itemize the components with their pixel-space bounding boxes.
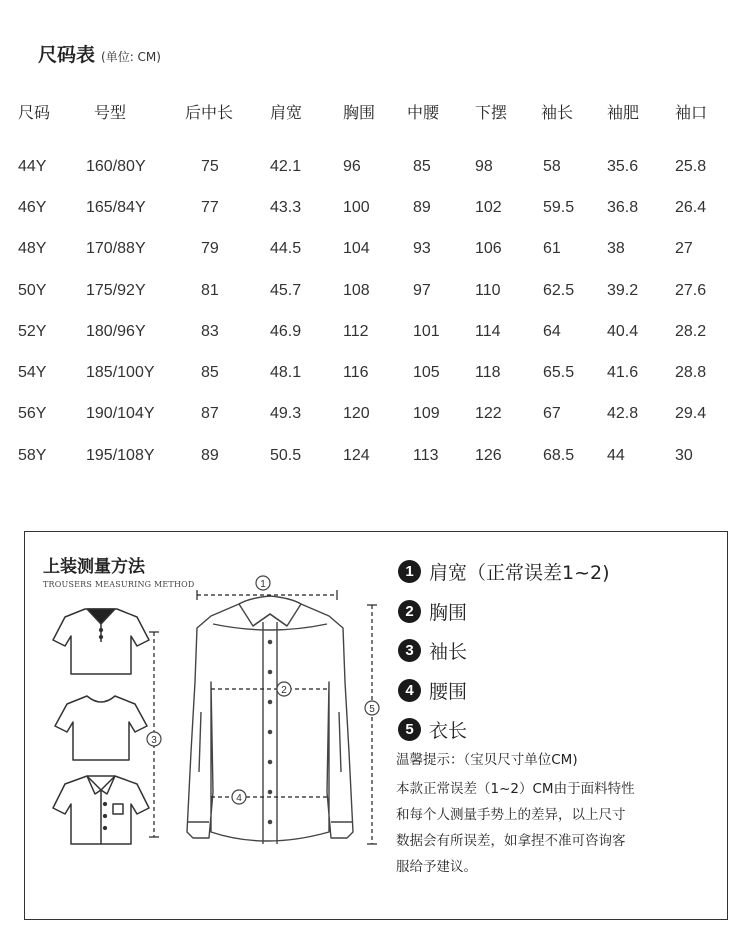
table-cell: 42.8: [607, 405, 639, 423]
table-row: [18, 270, 733, 311]
number-2-icon: 2: [398, 600, 421, 623]
table-row: [18, 352, 733, 393]
table-cell: 27.6: [675, 281, 707, 299]
number-3-icon: 3: [398, 639, 421, 662]
legend-label: 胸围: [429, 601, 468, 624]
col-header: 袖肥: [607, 102, 640, 122]
table-cell: 195/108Y: [86, 446, 155, 464]
table-cell: 59.5: [543, 198, 575, 216]
table-cell: 56Y: [18, 405, 47, 423]
table-cell: 40.4: [607, 322, 639, 340]
legend-item-length: [398, 710, 610, 750]
legend-item-sleeve: [398, 631, 610, 671]
tshirt-icon: [55, 696, 147, 760]
shirt-measure-diagram: [25, 532, 385, 917]
table-cell: 28.8: [675, 364, 707, 382]
table-cell: 79: [201, 240, 219, 258]
legend-label: 腰围: [429, 680, 468, 703]
table-cell: 113: [413, 446, 439, 464]
number-1-icon: 1: [398, 560, 421, 583]
legend-item-shoulder: [398, 552, 610, 592]
svg-text:3: 3: [151, 735, 157, 746]
table-cell: 46Y: [18, 198, 47, 216]
table-cell: 120: [343, 405, 370, 423]
table-cell: 83: [201, 322, 219, 340]
table-cell: 89: [201, 446, 219, 464]
table-row: [18, 229, 733, 270]
table-cell: 93: [413, 240, 431, 258]
measure-title: 上装测量方法: [43, 557, 145, 577]
table-cell: 35.6: [607, 157, 639, 175]
marker-4: [232, 790, 246, 804]
table-cell: 85: [201, 364, 219, 382]
table-cell: 41.6: [607, 364, 639, 382]
table-cell: 175/92Y: [86, 281, 146, 299]
table-cell: 106: [475, 240, 502, 258]
button-shirt-icon: [53, 776, 149, 844]
table-cell: 98: [475, 157, 493, 175]
table-cell: 58: [543, 157, 561, 175]
table-cell: 36.8: [607, 198, 639, 216]
number-5-icon: 5: [398, 718, 421, 741]
table-cell: 28.2: [675, 322, 707, 340]
col-header: 肩宽: [270, 102, 303, 122]
table-cell: 105: [413, 364, 440, 382]
table-cell: 68.5: [543, 446, 575, 464]
tips-line: 本款正常误差（1~2）CM由于面料特性: [396, 781, 635, 797]
col-header: 中腰: [407, 102, 440, 122]
table-cell: 58Y: [18, 446, 47, 464]
measure-legend: [398, 552, 610, 750]
table-cell: 54Y: [18, 364, 47, 382]
table-cell: 67: [543, 405, 561, 423]
tips-heading: 温馨提示：（宝贝尺寸单位CM): [396, 752, 578, 768]
table-cell: 50.5: [270, 446, 302, 464]
col-header: 下摆: [475, 102, 508, 122]
table-cell: 44: [607, 446, 625, 464]
table-cell: 49.3: [270, 405, 302, 423]
legend-item-waist: [398, 671, 610, 711]
table-cell: 52Y: [18, 322, 47, 340]
tips-section: [396, 748, 706, 880]
table-cell: 48.1: [270, 364, 302, 382]
table-cell: 109: [413, 405, 440, 423]
table-cell: 185/100Y: [86, 364, 155, 382]
measuring-method-panel: [24, 531, 728, 920]
table-cell: 96: [343, 157, 361, 175]
table-cell: 87: [201, 405, 219, 423]
table-cell: 101: [413, 322, 440, 340]
tips-line: 服给予建议。: [396, 859, 477, 875]
table-cell: 190/104Y: [86, 405, 155, 423]
table-cell: 61: [543, 240, 561, 258]
table-cell: 126: [475, 446, 502, 464]
page-header: [38, 40, 161, 67]
unit-note: (单位: CM): [101, 50, 161, 64]
table-cell: 75: [201, 157, 219, 175]
table-row: [18, 187, 733, 228]
table-cell: 29.4: [675, 405, 707, 423]
svg-text:4: 4: [236, 793, 242, 804]
table-cell: 85: [413, 157, 431, 175]
svg-text:1: 1: [260, 579, 266, 590]
col-header: 号型: [94, 102, 127, 122]
table-row: [18, 311, 733, 352]
table-row: [18, 146, 733, 187]
legend-item-chest: [398, 592, 610, 632]
table-cell: 116: [343, 364, 369, 382]
col-header: 胸围: [343, 102, 376, 122]
table-cell: 77: [201, 198, 219, 216]
table-cell: 62.5: [543, 281, 575, 299]
svg-text:2: 2: [281, 685, 287, 696]
legend-label: 衣长: [429, 720, 468, 743]
table-cell: 102: [475, 198, 502, 216]
table-cell: 30: [675, 446, 693, 464]
table-cell: 45.7: [270, 281, 302, 299]
legend-label: 肩宽（正常误差1~2): [429, 562, 610, 585]
tips-line: 数据会有所误差，如拿捏不准可咨询客: [396, 833, 626, 849]
table-cell: 38: [607, 240, 625, 258]
table-cell: 64: [543, 322, 561, 340]
tips-text: [396, 776, 706, 880]
table-cell: 81: [201, 281, 219, 299]
table-cell: 104: [343, 240, 370, 258]
col-header: 尺码: [18, 102, 51, 122]
marker-5: [365, 701, 379, 715]
table-row: [18, 394, 733, 435]
table-cell: 110: [475, 281, 501, 299]
table-cell: 108: [343, 281, 370, 299]
table-cell: 89: [413, 198, 431, 216]
marker-2: [277, 682, 291, 696]
table-cell: 124: [343, 446, 370, 464]
table-cell: 42.1: [270, 157, 302, 175]
table-cell: 65.5: [543, 364, 575, 382]
col-header: 后中长: [185, 102, 234, 122]
table-cell: 48Y: [18, 240, 47, 258]
table-cell: 39.2: [607, 281, 639, 299]
table-cell: 43.3: [270, 198, 302, 216]
table-cell: 170/88Y: [86, 240, 146, 258]
table-cell: 25.8: [675, 157, 707, 175]
table-row: [18, 435, 733, 476]
measure-subtitle: TROUSERS MEASURING METHOD: [43, 580, 195, 589]
col-header: 袖长: [541, 102, 574, 122]
legend-label: 袖长: [429, 641, 468, 664]
marker-3: [147, 732, 161, 746]
table-cell: 118: [475, 364, 501, 382]
table-cell: 50Y: [18, 281, 47, 299]
number-4-icon: 4: [398, 679, 421, 702]
table-cell: 44.5: [270, 240, 302, 258]
long-sleeve-shirt-drawing: [187, 596, 353, 844]
size-chart-table: [18, 94, 733, 476]
col-header: 袖口: [675, 102, 708, 122]
tips-line: 和每个人测量手势上的差异，以上尺寸: [396, 807, 626, 823]
svg-text:5: 5: [369, 704, 375, 715]
marker-1: [256, 576, 270, 590]
table-cell: 180/96Y: [86, 322, 146, 340]
table-cell: 165/84Y: [86, 198, 146, 216]
table-cell: 160/80Y: [86, 157, 146, 175]
table-cell: 122: [475, 405, 502, 423]
page-title: 尺码表: [38, 44, 96, 66]
table-cell: 100: [343, 198, 370, 216]
table-cell: 27: [675, 240, 693, 258]
polo-shirt-icon: [53, 609, 149, 674]
table-cell: 46.9: [270, 322, 302, 340]
table-cell: 114: [475, 322, 501, 340]
table-cell: 44Y: [18, 157, 47, 175]
table-cell: 97: [413, 281, 431, 299]
table-cell: 112: [343, 322, 369, 340]
table-header-row: [18, 94, 733, 128]
table-cell: 26.4: [675, 198, 707, 216]
